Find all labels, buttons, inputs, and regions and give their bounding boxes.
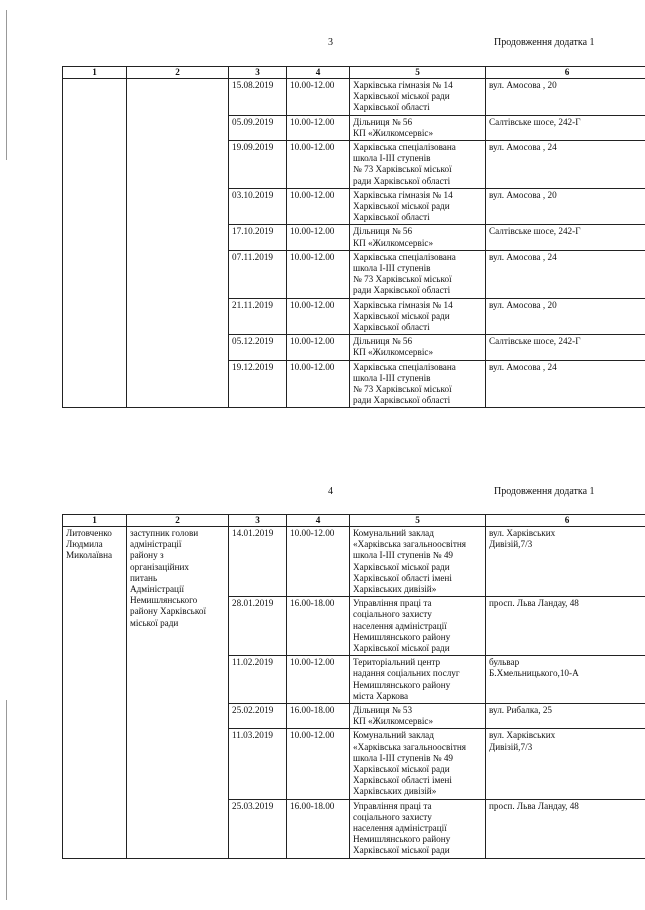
time-cell: 10.00-12.00 bbox=[287, 79, 350, 116]
time-cell: 10.00-12.00 bbox=[287, 250, 350, 298]
date-cell: 19.12.2019 bbox=[229, 360, 287, 408]
address-cell: вул. Амосова , 20 bbox=[486, 79, 645, 116]
address-cell: вул. Амосова , 24 bbox=[486, 141, 645, 189]
address-cell: просп. Льва Ландау, 48 bbox=[486, 799, 645, 858]
time-cell: 10.00-12.00 bbox=[287, 141, 350, 189]
address-cell: вул. Амосова , 20 bbox=[486, 298, 645, 335]
column-header: 5 bbox=[350, 515, 486, 527]
date-cell: 05.12.2019 bbox=[229, 335, 287, 360]
place-cell: Харківська гімназія № 14 Харківської міської ради Харківської області bbox=[350, 188, 486, 225]
date-cell: 11.02.2019 bbox=[229, 656, 287, 704]
page-number: 3 bbox=[328, 37, 333, 48]
date-cell: 14.01.2019 bbox=[229, 527, 287, 597]
time-cell: 10.00-12.00 bbox=[287, 298, 350, 335]
time-cell: 10.00-12.00 bbox=[287, 656, 350, 704]
position-cell bbox=[127, 79, 229, 408]
time-cell: 16.00-18.00 bbox=[287, 597, 350, 656]
place-cell: Управління праці та соціального захисту населення адміністрації Немишлянського району Харківської міської ради bbox=[350, 799, 486, 858]
date-cell: 11.03.2019 bbox=[229, 729, 287, 799]
table-row bbox=[63, 527, 645, 597]
date-cell: 15.08.2019 bbox=[229, 79, 287, 116]
place-cell: Харківська гімназія № 14 Харківської міської ради Харківської області bbox=[350, 79, 486, 116]
address-cell: вул. Амосова , 24 bbox=[486, 250, 645, 298]
time-cell: 10.00-12.00 bbox=[287, 188, 350, 225]
address-cell: вул. Харківських Дивізій,7/3 bbox=[486, 527, 645, 597]
schedule-table bbox=[62, 66, 645, 408]
scan-edge-mark bbox=[6, 10, 7, 160]
place-cell: Дільниця № 56 КП «Жилкомсервіс» bbox=[350, 115, 486, 140]
column-header: 4 bbox=[287, 515, 350, 527]
date-cell: 19.09.2019 bbox=[229, 141, 287, 189]
time-cell: 10.00-12.00 bbox=[287, 115, 350, 140]
place-cell: Комунальний заклад «Харківська загальноосвітня школа І-ІІІ ступенів № 49 Харківської міської ради Харківської області імені Харківських дивізій» bbox=[350, 527, 486, 597]
place-cell: Територіальний центр надання соціальних послуг Немишлянського району міста Харкова bbox=[350, 656, 486, 704]
address-cell: Салтівське шосе, 242-Г bbox=[486, 335, 645, 360]
column-header: 6 bbox=[486, 67, 645, 79]
column-header: 2 bbox=[127, 515, 229, 527]
column-header: 3 bbox=[229, 515, 287, 527]
date-cell: 21.11.2019 bbox=[229, 298, 287, 335]
address-cell: вул. Амосова , 20 bbox=[486, 188, 645, 225]
date-cell: 03.10.2019 bbox=[229, 188, 287, 225]
place-cell: Харківська спеціалізована школа І-ІІІ ступенів № 73 Харківської міської ради Харківської області bbox=[350, 360, 486, 408]
page-number: 4 bbox=[328, 486, 333, 497]
place-cell: Харківська гімназія № 14 Харківської міської ради Харківської області bbox=[350, 298, 486, 335]
person-cell bbox=[63, 79, 127, 408]
continuation-label: Продовження додатка 1 bbox=[494, 37, 595, 48]
continuation-label: Продовження додатка 1 bbox=[494, 486, 595, 497]
person-cell: Литовченко Людмила Миколаївна bbox=[63, 527, 127, 859]
time-cell: 10.00-12.00 bbox=[287, 360, 350, 408]
time-cell: 10.00-12.00 bbox=[287, 335, 350, 360]
table-row bbox=[63, 79, 645, 116]
place-cell: Дільниця № 56 КП «Жилкомсервіс» bbox=[350, 335, 486, 360]
column-header: 3 bbox=[229, 67, 287, 79]
column-header: 1 bbox=[63, 67, 127, 79]
date-cell: 25.02.2019 bbox=[229, 704, 287, 729]
address-cell: Салтівське шосе, 242-Г bbox=[486, 115, 645, 140]
time-cell: 10.00-12.00 bbox=[287, 225, 350, 250]
place-cell: Харківська спеціалізована школа І-ІІІ ступенів № 73 Харківської міської ради Харківської області bbox=[350, 250, 486, 298]
column-header: 5 bbox=[350, 67, 486, 79]
time-cell: 16.00-18.00 bbox=[287, 704, 350, 729]
address-cell: просп. Льва Ландау, 48 bbox=[486, 597, 645, 656]
time-cell: 10.00-12.00 bbox=[287, 527, 350, 597]
column-header: 6 bbox=[486, 515, 645, 527]
place-cell: Харківська спеціалізована школа І-ІІІ ступенів № 73 Харківської міської ради Харківської області bbox=[350, 141, 486, 189]
date-cell: 07.11.2019 bbox=[229, 250, 287, 298]
column-header: 4 bbox=[287, 67, 350, 79]
address-cell: вул. Харківських Дивізій,7/3 bbox=[486, 729, 645, 799]
address-cell: Салтівське шосе, 242-Г bbox=[486, 225, 645, 250]
place-cell: Комунальний заклад «Харківська загальноосвітня школа І-ІІІ ступенів № 49 Харківської міської ради Харківської області імені Харківських дивізій» bbox=[350, 729, 486, 799]
table-header-row bbox=[63, 67, 645, 79]
time-cell: 10.00-12.00 bbox=[287, 729, 350, 799]
date-cell: 28.01.2019 bbox=[229, 597, 287, 656]
column-header: 2 bbox=[127, 67, 229, 79]
address-cell: бульвар Б.Хмельницького,10-А bbox=[486, 656, 645, 704]
place-cell: Дільниця № 53 КП «Жилкомсервіс» bbox=[350, 704, 486, 729]
date-cell: 17.10.2019 bbox=[229, 225, 287, 250]
date-cell: 25.03.2019 bbox=[229, 799, 287, 858]
column-header: 1 bbox=[63, 515, 127, 527]
table-header-row bbox=[63, 515, 645, 527]
place-cell: Управління праці та соціального захисту населення адміністрації Немишлянського району Харківської міської ради bbox=[350, 597, 486, 656]
time-cell: 16.00-18.00 bbox=[287, 799, 350, 858]
position-cell: заступник голови адміністрації району з організаційних питань Адміністрації Немишлянського району Харківської міської ради bbox=[127, 527, 229, 859]
place-cell: Дільниця № 56 КП «Жилкомсервіс» bbox=[350, 225, 486, 250]
address-cell: вул. Рибалка, 25 bbox=[486, 704, 645, 729]
address-cell: вул. Амосова , 24 bbox=[486, 360, 645, 408]
date-cell: 05.09.2019 bbox=[229, 115, 287, 140]
scan-edge-mark bbox=[6, 700, 7, 900]
schedule-table bbox=[62, 514, 645, 859]
